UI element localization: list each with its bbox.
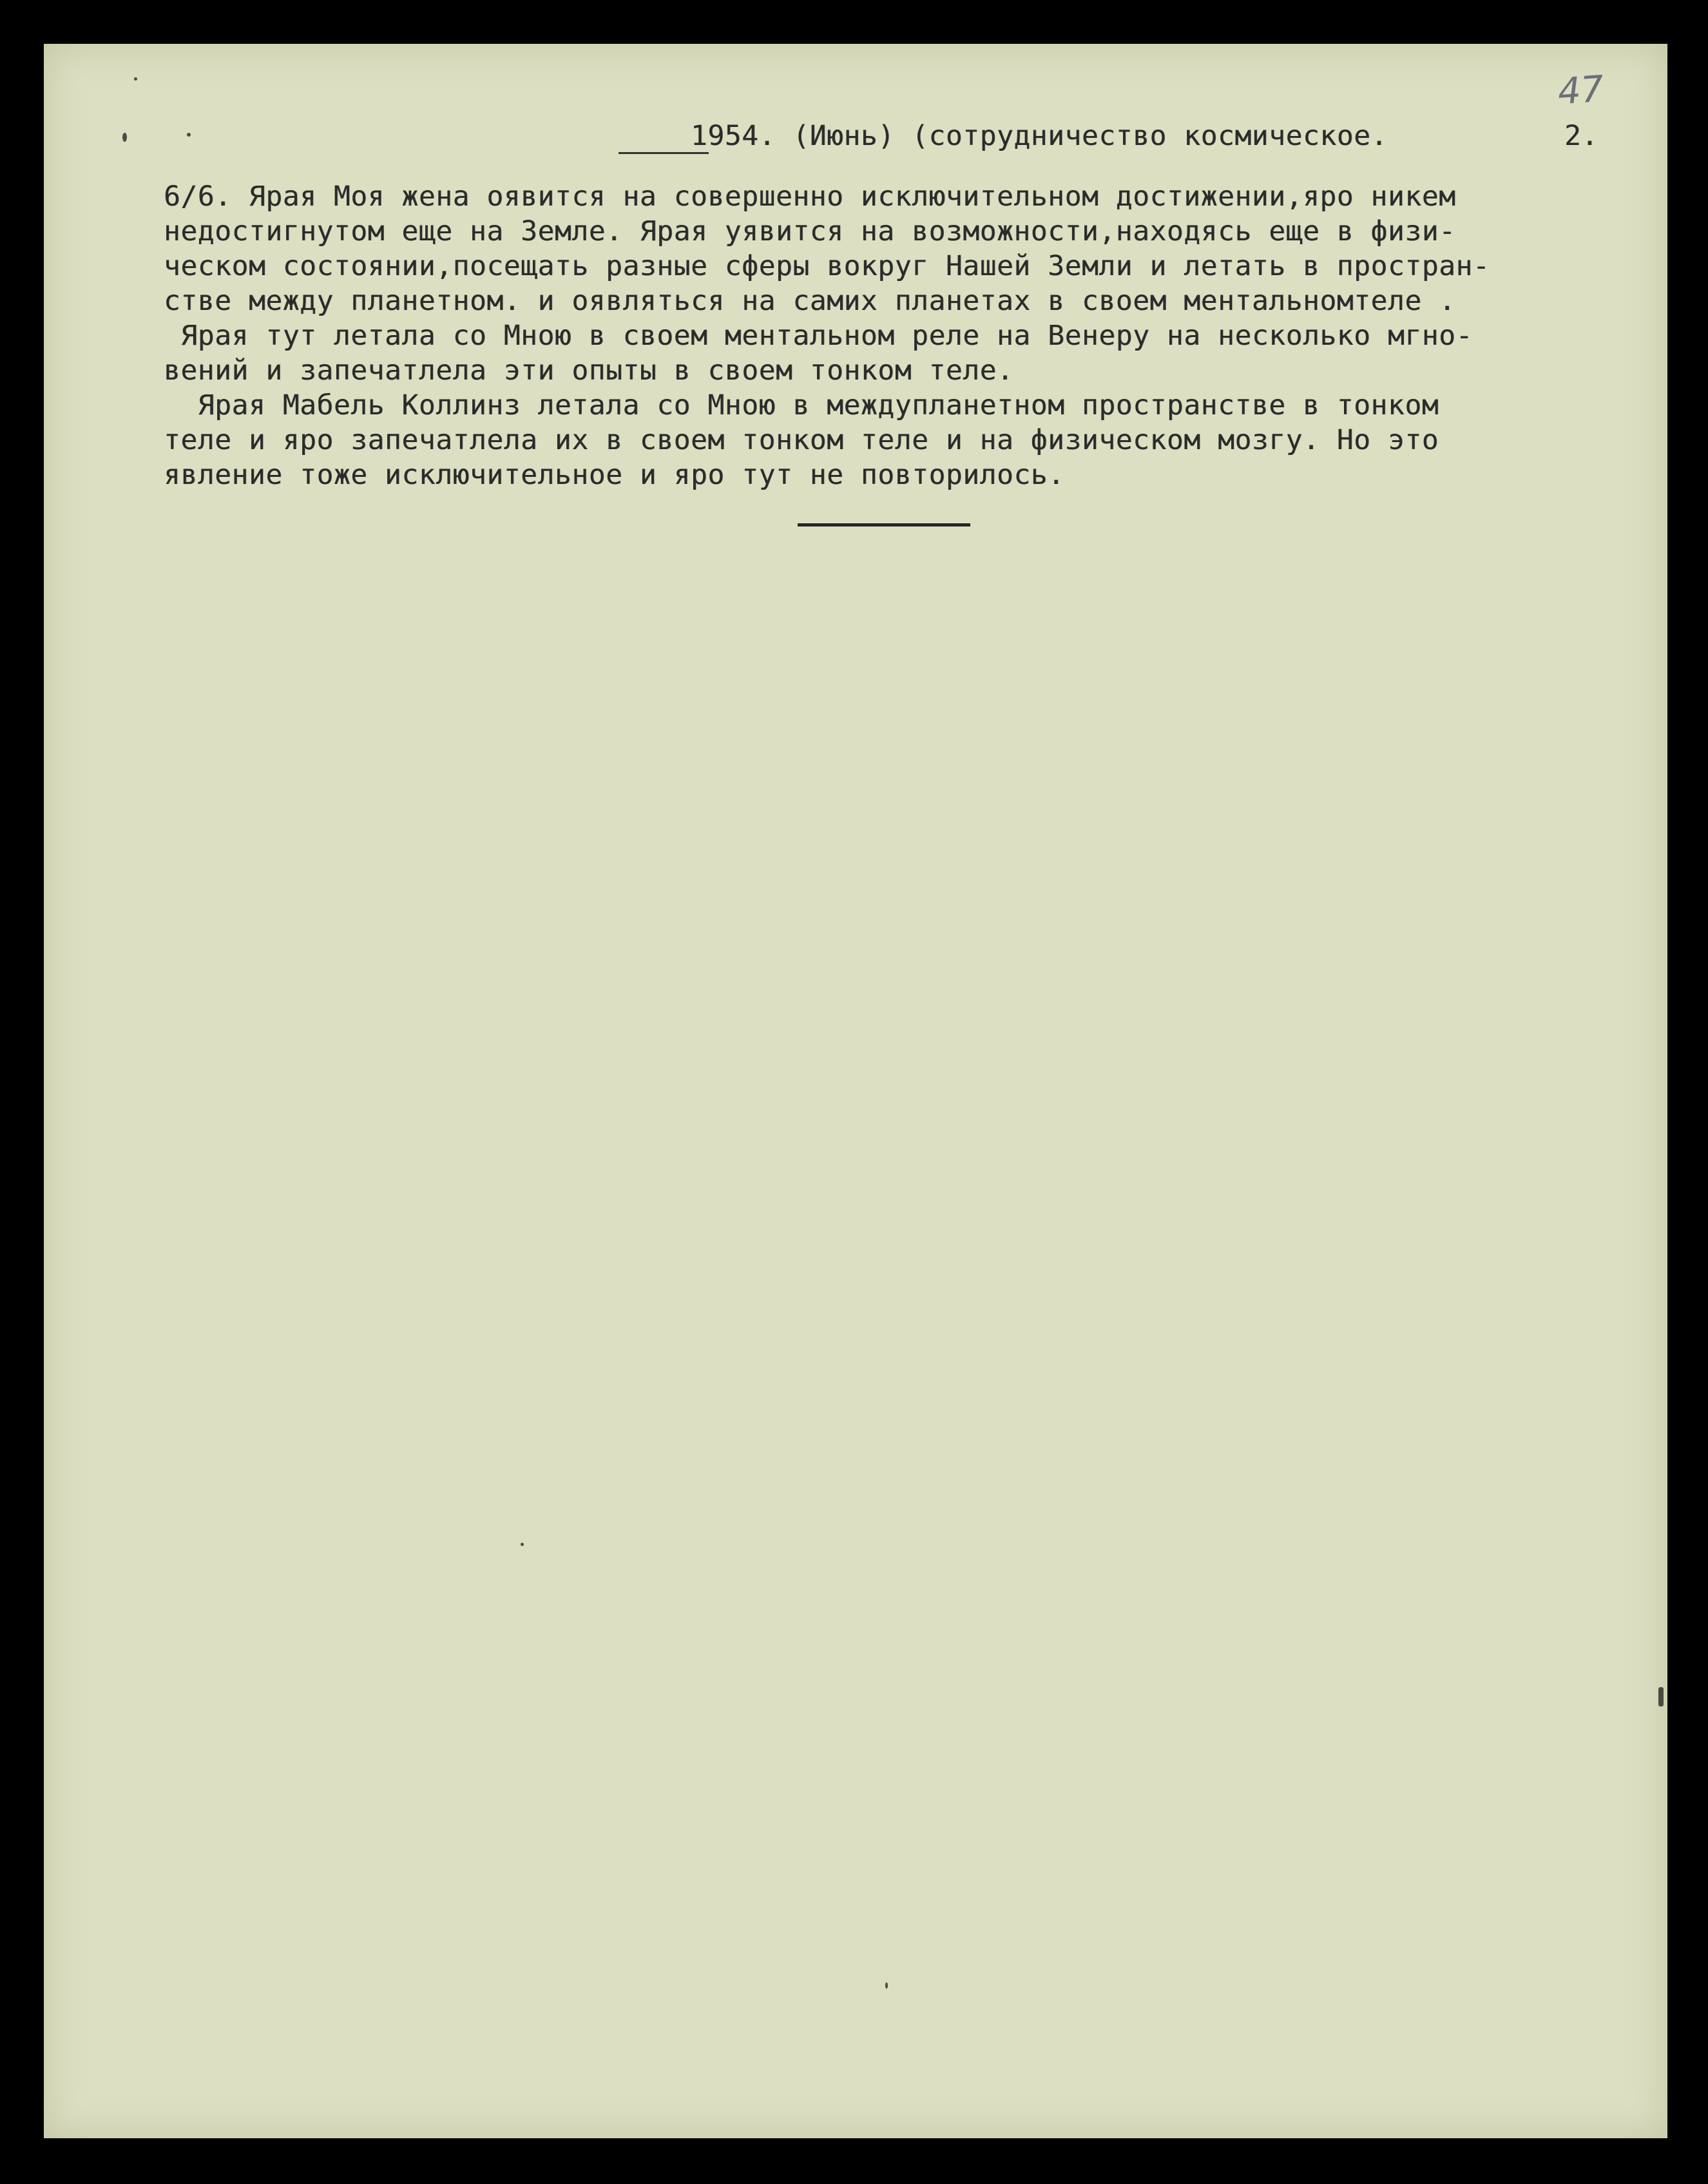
body-line: теле и яро запечатлела их в своем тонком теле и на физическом мозгу. Но это	[164, 424, 1439, 456]
page-number: 2.	[1564, 120, 1598, 152]
body-line: Ярая тут летала со Мною в своем ментальном реле на Венеру на несколько мгно-	[164, 320, 1473, 352]
body-line: стве между планетном. и оявляться на самих планетах в своем ментальномтеле .	[164, 285, 1456, 317]
paper-speck	[521, 1543, 524, 1546]
header-title: 1954. (Июнь) (сотрудничество космическое.	[691, 120, 1388, 152]
archive-number: 47	[1556, 68, 1606, 113]
body-line: Ярая Мабель Коллинз летала со Мною в междупланетном пространстве в тонком	[164, 389, 1439, 421]
body-line: явление тоже исключительное и яро тут не повторилось.	[164, 459, 1065, 491]
paper-speck	[885, 1982, 888, 1989]
paper-speck	[187, 133, 191, 137]
body-line: недостигнутом еще на Земле. Ярая уявится на возможности,находясь еще в физи-	[164, 215, 1456, 247]
paper-speck	[134, 77, 137, 81]
ghost-watermark-upper	[875, 701, 895, 769]
body-line: 6/6. Ярая Моя жена оявится на совершенно исключительном достижении,яро никем	[164, 180, 1456, 213]
body-text	[164, 179, 1490, 492]
header-underline	[619, 152, 709, 154]
paper-speck	[122, 133, 127, 142]
document-page	[44, 44, 1667, 2138]
paper-speck	[1658, 1687, 1664, 1706]
end-rule	[798, 523, 970, 527]
body-line: вений и запечатлела эти опыты в своем тонком теле.	[164, 354, 1014, 387]
body-line: ческом состоянии,посещать разные сферы вокруг Нашей Земли и летать в простран-	[164, 250, 1490, 282]
